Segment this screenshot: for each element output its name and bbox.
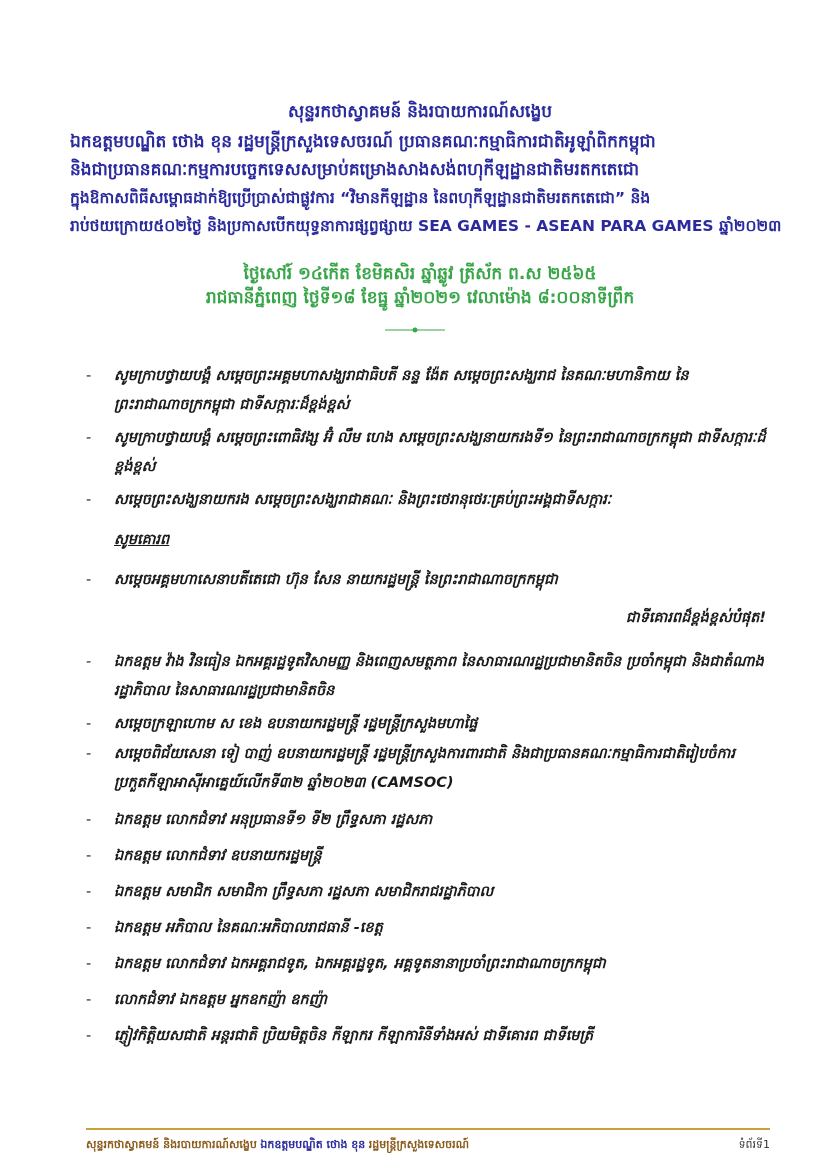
footer-speaker-name: ឯកឧត្តមបណ្ឌិត ថោង ខុន: [260, 1138, 366, 1151]
salutation-item: - សូមក្រាបថ្វាយបង្គំ សម្តេចព្រះពោធិវង្ស អ៊ំ លឹម ហេង សម្តេចព្រះសង្ឃនាយករងទី១ នៃព្រះរាជាណាចក្រកម្ពុជា ជាទីសក្ការៈដ៏ខ្ពង់ខ្ពស់: [86, 430, 766, 475]
header-line-2: និងជាប្រធានគណៈកម្មការបច្ចេកទេសសម្រាប់គម្រោងសាងសង់ពហុកីឡដ្ឋានជាតិមរតកតេជោ: [70, 160, 640, 180]
speech-header: [70, 98, 782, 240]
lunar-date: ថ្ងៃសៅរ៍ ១៤កើត ខែមិគសិរ ឆ្នាំឆ្លូវ ត្រីស័ក ព.ស ២៥៦៥: [243, 264, 597, 284]
footer-speaker-role: រដ្ឋមន្ត្រីក្រសួងទេសចរណ៍: [368, 1138, 470, 1151]
page-footer: [86, 1134, 770, 1156]
page-number: ទំព័រទី1: [738, 1138, 770, 1151]
guest-item: - សម្តេចក្រឡាហោម ស ខេង ឧបនាយករដ្ឋមន្ត្រី រដ្ឋមន្ត្រីក្រសួងមហាផ្ទៃ: [86, 716, 478, 732]
guest-item: - ឯកឧត្តម លោកជំទាវ ឧបនាយករដ្ឋមន្ត្រី: [86, 848, 322, 864]
guest-item: - ឯកឧត្តម លោកជំទាវ អនុប្រធានទី១ ទី២ ព្រឹទ្ធសភា រដ្ឋសភា: [86, 812, 433, 828]
respect-label: សូមគោរព: [114, 532, 170, 548]
prime-minister-item: - សម្តេចអគ្គមហាសេនាបតីតេជោ ហ៊ុន សែន នាយករដ្ឋមន្ត្រី នៃព្រះរាជាណាចក្រកម្ពុជា: [86, 572, 558, 588]
header-line-4: រាប់ថយក្រោយ៥០២ថ្ងៃ និងប្រកាសបើកយុទ្ធនាការផ្សព្វផ្សាយ SEA GAMES - ASEAN PARA GAMES ឆ្នាំ២០២៣: [70, 217, 782, 235]
header-line-3: ក្នុងឱកាសពិធីសម្ពោធដាក់ឱ្យប្រើប្រាស់ជាផ្លូវការ “វិមានកីឡដ្ឋាន នៃពហុកីឡដ្ឋានជាតិមរតកតេជោ” និង: [70, 189, 651, 207]
guest-item: - ឯកឧត្តម អភិបាល នៃគណៈអភិបាលរាជធានី -ខេត្ត: [86, 920, 383, 936]
header-line-1: ឯកឧត្តមបណ្ឌិត ថោង ខុន រដ្ឋមន្ត្រីក្រសួងទេសចរណ៍ ប្រធានគណៈកម្មាធិការជាតិអូឡាំពិកកម្ពុជា: [70, 132, 656, 152]
divider-ornament: [385, 326, 445, 334]
guest-item: - ឯកឧត្តម លោកជំទាវ ឯកអគ្គរាជទូត, ឯកអគ្គរដ្ឋទូត, អគ្គទូតនានាប្រចាំព្រះរាជាណាចក្រកម្ពុជា: [86, 956, 606, 972]
speech-title: សុន្ទរកថាស្វាគមន៍ និងរបាយការណ៍សង្ខេប: [287, 102, 553, 122]
guest-item: - សម្តេចពិជ័យសេនា ទៀ បាញ់ ឧបនាយករដ្ឋមន្ត្រី រដ្ឋមន្ត្រីក្រសួងការពារជាតិ និងជាប្រធានគណៈកម្មាធិការជាតិរៀបចំការប្រកួតកីឡាអាស៊ីអាគ្នេយ៍លើកទី៣២ ឆ្នាំ២០២៣ (CAMSOC): [86, 746, 735, 791]
guest-item: - លោកជំទាវ ឯកឧត្តម អ្នកឧកញ៉ា ឧកញ៉ា: [86, 992, 328, 1008]
guest-item: - ឯកឧត្តម សមាជិក សមាជិកា ព្រឹទ្ធសភា រដ្ឋសភា សមាជិករាជរដ្ឋាភិបាល: [86, 884, 494, 900]
date-block: [70, 262, 770, 310]
footer-speech-title: សុន្ទរកថាស្វាគមន៍ និងរបាយការណ៍សង្ខេប: [86, 1138, 257, 1151]
solar-date: រាជធានីភ្នំពេញ ថ្ងៃទី១៨ ខែធ្នូ ឆ្នាំ២០២១ វេលាម៉ោង ៨:០០នាទីព្រឹក: [205, 288, 635, 308]
footer-rule: [86, 1128, 770, 1130]
guest-item: - ឯកឧត្តម វ៉ាង វិនធៀន ឯកអគ្គរដ្ឋទូតវិសាមញ្ញ និងពេញសមត្ថភាព នៃសាធារណរដ្ឋប្រជាមានិតចិន ប្រចាំកម្ពុជា និងជាតំណាងរដ្ឋាភិបាល នៃសាធារណរដ្ឋប្រជាមានិតចិន: [86, 654, 764, 699]
salutation-item: - សម្តេចព្រះសង្ឃនាយករង សម្តេចព្រះសង្ឃរាជាគណៈ និងព្រះថេរានុថេរៈគ្រប់ព្រះអង្គជាទីសក្ការៈ: [86, 492, 612, 508]
prime-minister-honor: ជាទីគោរពដ៏ខ្ពង់ខ្ពស់បំផុត!: [625, 610, 766, 626]
salutation-item: - សូមក្រាបថ្វាយបង្គំ សម្តេចព្រះអគ្គមហាសង្ឃរាជាធិបតី នន្ទ ង៉ែត សម្តេចព្រះសង្ឃរាជ នៃគណៈមហានិកាយ នៃព្រះរាជាណាចក្រកម្ពុជា ជាទីសក្ការៈដ៏ខ្ពង់ខ្ពស់: [86, 368, 689, 413]
guest-item: - ភ្ញៀវកិត្តិយសជាតិ អន្តរជាតិ ប្រិយមិត្តចិន កីឡាករ កីឡាការិនីទាំងអស់ ជាទីគោរព ជាទីមេត្រី: [86, 1028, 594, 1044]
